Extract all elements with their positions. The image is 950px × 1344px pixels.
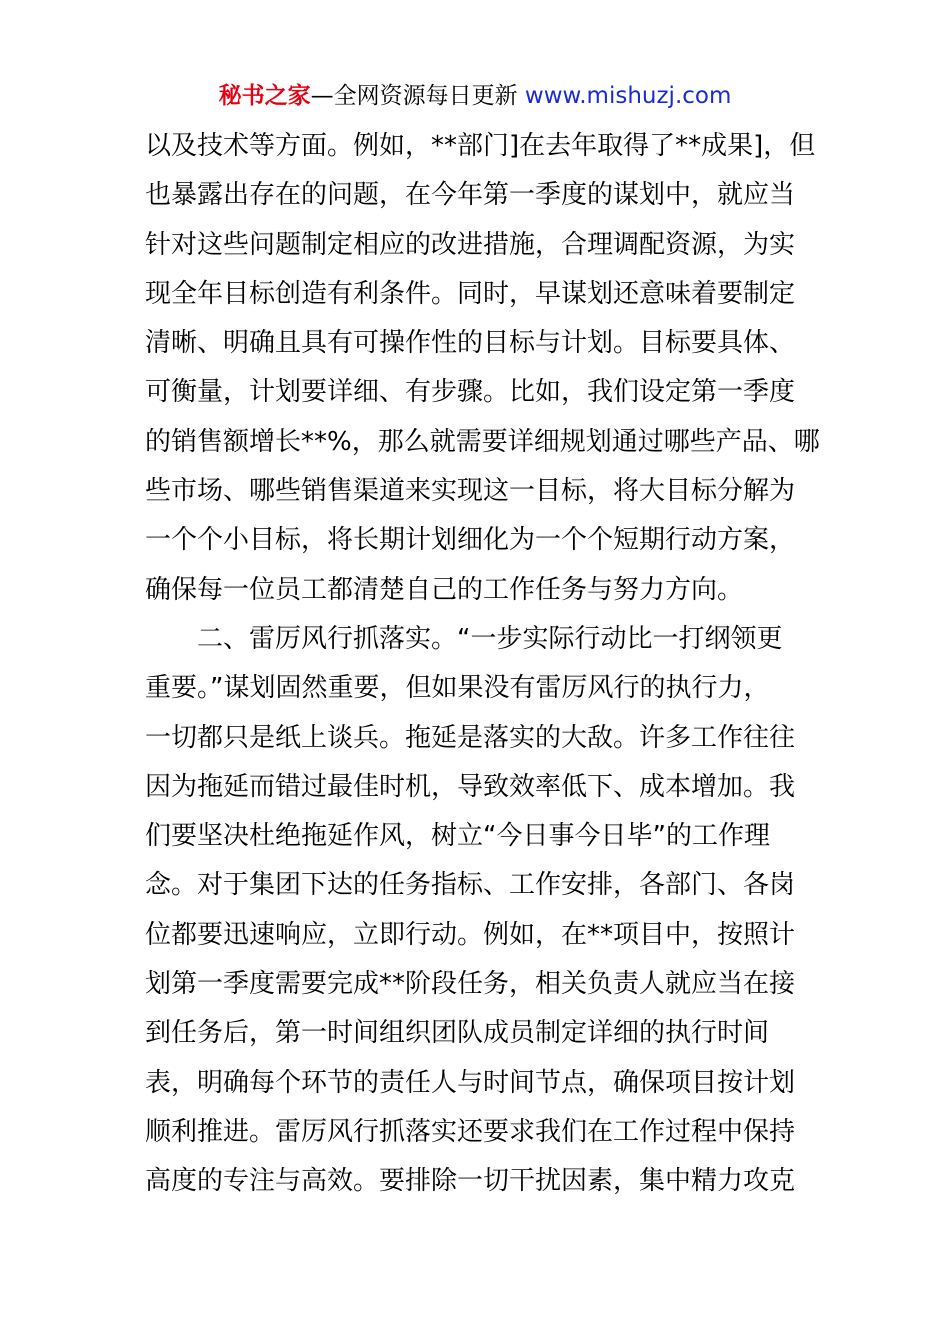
- text-line: 划第一季度需要完成**阶段任务，相关负责人就应当在接: [145, 969, 796, 1000]
- text-line: 顺利推进。雷厉风行抓落实还要求我们在工作过程中保持: [145, 1116, 796, 1147]
- text-line: 到任务后，第一时间组织团队成员制定详细的执行时间: [145, 1018, 770, 1049]
- text-line: 念。对于集团下达的任务指标、工作安排，各部门、各岗: [145, 870, 796, 901]
- text-line: 高度的专注与高效。要排除一切干扰因素，集中精力攻克: [145, 1166, 796, 1197]
- text-line: 也暴露出存在的问题，在今年第一季度的谋划中，就应当: [145, 180, 796, 211]
- text-line: 确保每一位员工都清楚自己的工作任务与努力方向。: [145, 574, 744, 605]
- text-line: 以及技术等方面。例如，**部门]在去年取得了**成果]，但: [145, 131, 816, 161]
- site-url-link[interactable]: www.mishuzj.com: [524, 83, 732, 109]
- text-line: 因为拖延而错过最佳时机，导致效率低下、成本增加。我: [145, 771, 796, 802]
- text-line: 重要。”谋划固然重要，但如果没有雷厉风行的执行力，: [145, 673, 770, 704]
- text-line: 们要坚决杜绝拖延作风，树立“今日事今日毕”的工作理: [145, 821, 770, 852]
- brand-name: 秘书之家: [218, 83, 311, 109]
- document-body: [145, 122, 820, 1207]
- text-line: 些市场、哪些销售渠道来实现这一目标，将大目标分解为: [145, 476, 796, 507]
- section-heading-line: 二、雷厉风行抓落实。“一步实际行动比一打纲领更: [197, 623, 783, 654]
- text-line: 针对这些问题制定相应的改进措施，合理调配资源，为实: [145, 229, 796, 260]
- text-line: 可衡量，计划要详细、有步骤。比如，我们设定第一季度: [145, 377, 796, 408]
- site-header: [0, 80, 950, 112]
- text-line: 位都要迅速响应，立即行动。例如，在**项目中，按照计: [145, 919, 796, 950]
- text-line: 清晰、明确且具有可操作性的目标与计划。目标要具体、: [145, 328, 796, 359]
- text-line: 现全年目标创造有利条件。同时，早谋划还意味着要制定: [145, 278, 796, 309]
- text-line: 表，明确每个环节的责任人与时间节点，确保项目按计划: [145, 1067, 796, 1098]
- header-tagline: —全网资源每日更新: [310, 83, 525, 109]
- text-line: 的销售额增长**%，那么就需要详细规划通过哪些产品、哪: [145, 426, 820, 457]
- text-line: 一个个小目标，将长期计划细化为一个个短期行动方案，: [145, 525, 796, 556]
- text-line: 一切都只是纸上谈兵。拖延是落实的大敌。许多工作往往: [145, 722, 796, 753]
